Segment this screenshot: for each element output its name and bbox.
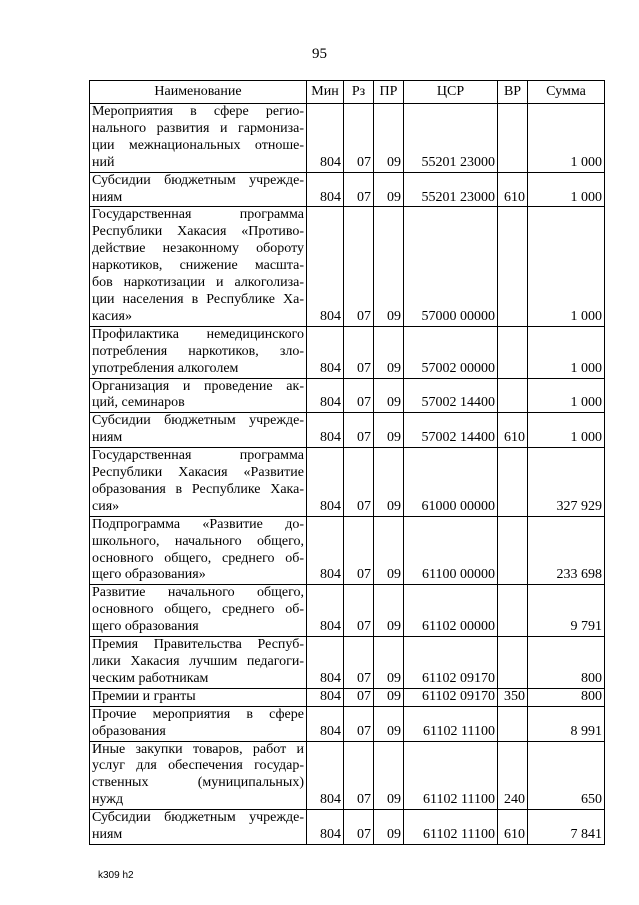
header-min: Мин <box>307 81 344 104</box>
row-name-line: Республики Хакасия «Развитие <box>92 465 304 481</box>
row-name-line: сия» <box>92 498 120 514</box>
row-name <box>90 637 307 689</box>
row-min: 804 <box>307 810 344 845</box>
row-vr <box>498 706 528 741</box>
row-name-line: Премия Правительства Респуб- <box>92 637 304 653</box>
row-min: 804 <box>307 688 344 706</box>
row-min: 804 <box>307 104 344 173</box>
row-rz: 07 <box>344 585 374 637</box>
row-min: 804 <box>307 741 344 810</box>
row-pr: 09 <box>374 207 404 326</box>
row-name-line: Субсидии бюджетным учрежде- <box>92 172 304 188</box>
row-pr: 09 <box>374 413 404 448</box>
row-name <box>90 378 307 413</box>
row-pr: 09 <box>374 378 404 413</box>
row-name-line: Иные закупки товаров, работ и <box>92 741 304 757</box>
table-row <box>90 741 605 810</box>
row-pr: 09 <box>374 172 404 207</box>
footer-code: k309 h2 <box>98 870 134 881</box>
row-name-line: ниям <box>92 430 123 446</box>
row-name-line: нального развития и гармонизa- <box>92 120 304 136</box>
table-row <box>90 810 605 845</box>
row-vr: 610 <box>498 172 528 207</box>
row-sum: 1 000 <box>528 104 605 173</box>
row-name-line: Государственная программа <box>92 448 304 464</box>
row-sum: 327 929 <box>528 448 605 517</box>
row-name-line: ций, семинаров <box>92 395 185 411</box>
row-sum: 9 791 <box>528 585 605 637</box>
row-name-line: потребления наркотиков, зло- <box>92 343 304 359</box>
row-name-line: основного общего, среднего об- <box>92 602 304 618</box>
row-name-line: образования в Республике Хака- <box>92 481 304 497</box>
row-csr: 61102 09170 <box>404 688 498 706</box>
row-name-line: ний <box>92 154 115 170</box>
row-name-line: нужд <box>92 792 124 808</box>
row-vr <box>498 207 528 326</box>
row-sum: 1 000 <box>528 172 605 207</box>
row-rz: 07 <box>344 378 374 413</box>
row-vr <box>498 104 528 173</box>
row-pr: 09 <box>374 104 404 173</box>
row-name-line: употребления алкоголем <box>92 360 239 376</box>
row-sum: 1 000 <box>528 326 605 378</box>
row-pr: 09 <box>374 741 404 810</box>
row-csr: 61102 09170 <box>404 637 498 689</box>
row-min: 804 <box>307 378 344 413</box>
row-csr: 57002 14400 <box>404 413 498 448</box>
row-name-line: щего образования» <box>92 567 206 583</box>
header-vr: ВР <box>498 81 528 104</box>
row-name <box>90 585 307 637</box>
row-vr <box>498 585 528 637</box>
table-row <box>90 688 605 706</box>
row-min: 804 <box>307 706 344 741</box>
row-rz: 07 <box>344 741 374 810</box>
table-row <box>90 516 605 585</box>
row-pr: 09 <box>374 516 404 585</box>
row-sum: 650 <box>528 741 605 810</box>
row-csr: 61102 11100 <box>404 741 498 810</box>
row-name-line: лики Хакасия лучшим педагоги- <box>92 654 304 669</box>
page-number: 95 <box>312 46 327 62</box>
row-min: 804 <box>307 516 344 585</box>
table-row <box>90 378 605 413</box>
row-name <box>90 688 307 706</box>
row-csr: 55201 23000 <box>404 172 498 207</box>
row-name-line: Развитие начального общего, <box>92 585 304 601</box>
table-row <box>90 637 605 689</box>
row-sum: 7 841 <box>528 810 605 845</box>
table-row <box>90 706 605 741</box>
row-csr: 57002 00000 <box>404 326 498 378</box>
row-name <box>90 706 307 741</box>
row-vr <box>498 516 528 585</box>
row-name-line: Субсидии бюджетным учрежде- <box>92 810 304 826</box>
row-csr: 61000 00000 <box>404 448 498 517</box>
row-sum: 800 <box>528 637 605 689</box>
row-name-line: Организация и проведение ак- <box>92 378 304 394</box>
table-row <box>90 104 605 173</box>
row-name-line: ниям <box>92 827 123 843</box>
row-name-line: Республики Хакасия «Противо- <box>92 224 304 240</box>
row-name <box>90 413 307 448</box>
row-name-line: ции населения в Республике Ха- <box>92 291 304 307</box>
row-min: 804 <box>307 172 344 207</box>
row-sum: 8 991 <box>528 706 605 741</box>
row-name <box>90 741 307 810</box>
row-csr: 57002 14400 <box>404 378 498 413</box>
row-csr: 61102 11100 <box>404 810 498 845</box>
table-header-row <box>90 81 605 104</box>
row-rz: 07 <box>344 207 374 326</box>
row-name-line: щего образования <box>92 619 199 635</box>
row-name-line: ции межнациональных отноше- <box>92 137 304 153</box>
row-rz: 07 <box>344 413 374 448</box>
row-name-line: ниям <box>92 189 123 205</box>
row-csr: 55201 23000 <box>404 104 498 173</box>
table-row <box>90 585 605 637</box>
row-rz: 07 <box>344 172 374 207</box>
row-name-line: ческим работникам <box>92 670 209 686</box>
row-name-line: Подпрограмма «Развитие до- <box>92 516 304 532</box>
header-pr: ПР <box>374 81 404 104</box>
row-rz: 07 <box>344 326 374 378</box>
table-row <box>90 326 605 378</box>
row-name-line: основного общего, среднего об- <box>92 550 304 566</box>
row-rz: 07 <box>344 637 374 689</box>
row-vr <box>498 378 528 413</box>
row-name-line: школьного, начального общего, <box>92 533 304 549</box>
row-sum: 1 000 <box>528 378 605 413</box>
row-name-line: Премии и гранты <box>92 688 196 704</box>
row-pr: 09 <box>374 326 404 378</box>
row-min: 804 <box>307 585 344 637</box>
row-name-line: Государственная программа <box>92 207 304 223</box>
row-min: 804 <box>307 326 344 378</box>
row-pr: 09 <box>374 688 404 706</box>
row-pr: 09 <box>374 637 404 689</box>
row-name <box>90 172 307 207</box>
row-pr: 09 <box>374 448 404 517</box>
row-rz: 07 <box>344 448 374 517</box>
table-row <box>90 207 605 326</box>
row-vr <box>498 326 528 378</box>
row-name-line: ственных (муниципальных) <box>92 775 304 791</box>
row-sum: 233 698 <box>528 516 605 585</box>
row-name-line: Мероприятия в сфере регио- <box>92 104 304 119</box>
row-name-line: наркотиков, снижение масшта- <box>92 258 304 274</box>
row-vr <box>498 448 528 517</box>
row-name <box>90 516 307 585</box>
row-min: 804 <box>307 207 344 326</box>
row-rz: 07 <box>344 810 374 845</box>
row-name-line: Субсидии бюджетным учрежде- <box>92 413 304 429</box>
row-rz: 07 <box>344 688 374 706</box>
row-vr: 350 <box>498 688 528 706</box>
row-csr: 61102 11100 <box>404 706 498 741</box>
row-csr: 61102 00000 <box>404 585 498 637</box>
row-name <box>90 104 307 173</box>
row-csr: 61100 00000 <box>404 516 498 585</box>
table-body <box>90 104 605 845</box>
row-name-line: образования <box>92 723 166 739</box>
row-rz: 07 <box>344 706 374 741</box>
row-name <box>90 810 307 845</box>
header-rz: Рз <box>344 81 374 104</box>
row-name-line: бов наркотизации и алкоголиза- <box>92 275 304 291</box>
row-min: 804 <box>307 637 344 689</box>
table-row <box>90 172 605 207</box>
row-vr <box>498 637 528 689</box>
budget-table <box>89 80 605 845</box>
row-sum: 1 000 <box>528 207 605 326</box>
row-pr: 09 <box>374 585 404 637</box>
row-rz: 07 <box>344 516 374 585</box>
row-min: 804 <box>307 448 344 517</box>
row-name-line: касия» <box>92 308 132 324</box>
row-name-line: действие незаконному обороту <box>92 241 304 257</box>
row-rz: 07 <box>344 104 374 173</box>
row-name-line: услуг для обеспечения государ- <box>92 758 304 774</box>
row-vr: 240 <box>498 741 528 810</box>
row-name <box>90 207 307 326</box>
row-vr: 610 <box>498 810 528 845</box>
row-name <box>90 448 307 517</box>
row-name-line: Прочие мероприятия в сфере <box>92 706 304 722</box>
row-vr: 610 <box>498 413 528 448</box>
table-row <box>90 448 605 517</box>
table-row <box>90 413 605 448</box>
header-csr: ЦСР <box>404 81 498 104</box>
row-sum: 800 <box>528 688 605 706</box>
row-pr: 09 <box>374 810 404 845</box>
row-pr: 09 <box>374 706 404 741</box>
row-name-line: Профилактика немедицинского <box>92 326 304 342</box>
row-csr: 57000 00000 <box>404 207 498 326</box>
row-name <box>90 326 307 378</box>
header-sum: Сумма <box>528 81 605 104</box>
row-sum: 1 000 <box>528 413 605 448</box>
header-name: Наименование <box>90 81 307 104</box>
row-min: 804 <box>307 413 344 448</box>
